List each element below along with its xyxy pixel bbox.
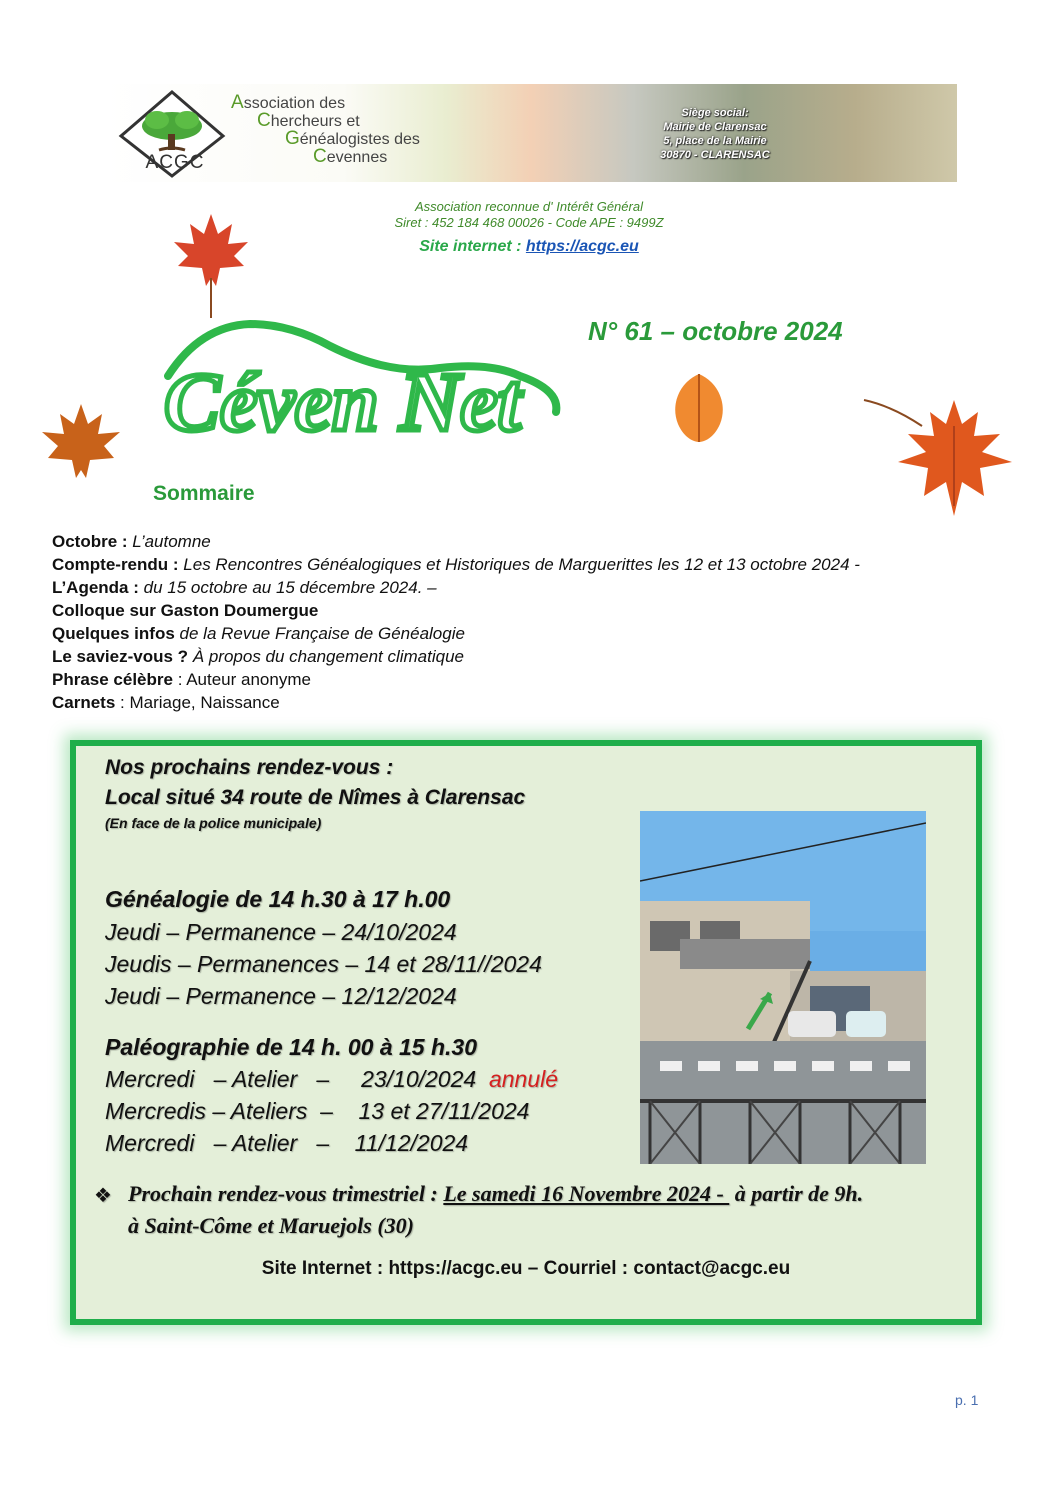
siret-text: Siret : 452 184 468 00026 - Code APE : 9499Z: [394, 215, 664, 230]
leaf-icon: [668, 368, 730, 444]
assoc-name-line-4: Cevennes: [313, 146, 388, 167]
issue-number: N° 61 – octobre 2024: [588, 316, 843, 346]
rdv-local: Local situé 34 route de Nîmes à Clarensac: [105, 786, 526, 809]
logo-word: Céven Net: [164, 356, 521, 442]
sommaire-list: [52, 530, 1012, 714]
association-info: [0, 199, 1058, 231]
contact-line: Site Internet : https://acgc.eu – Courriel : contact@acgc.eu: [261, 1258, 791, 1279]
maple-leaf-icon: [36, 400, 126, 486]
assoc-name-line-1: Association des: [231, 92, 346, 113]
genealogie-line: Jeudi – Permanence – 24/10/2024: [105, 919, 457, 945]
genealogie-line: Jeudi – Permanence – 12/12/2024: [105, 983, 457, 1009]
page-number: p. 1: [955, 1392, 979, 1408]
sommaire-item: Le saviez-vous ? À propos du changement climatique: [52, 647, 465, 666]
logo-text: ACGC: [145, 152, 205, 173]
header-banner: [105, 84, 957, 182]
assoc-name-line-3: Généalogistes des: [285, 128, 420, 149]
paleographie-line: Mercredi – Atelier – 23/10/2024 annulé: [105, 1066, 559, 1092]
diamond-bullet-icon: ❖: [94, 1185, 112, 1207]
site-internet-top: [0, 238, 1058, 256]
sommaire-item: Phrase célèbre : Auteur anonyme: [52, 670, 311, 689]
paleographie-line: Mercredis – Ateliers – 13 et 27/11/2024: [105, 1098, 530, 1124]
assoc-name-line-2: Chercheurs et: [257, 110, 360, 131]
genealogie-title: Généalogie de 14 h.30 à 17 h.00: [105, 886, 451, 912]
site-link[interactable]: https://acgc.eu: [525, 238, 639, 255]
paleographie-line: Mercredi – Atelier – 11/12/2024: [105, 1130, 469, 1156]
site-label: Site internet :: [419, 238, 526, 255]
paleographie-title: Paléographie de 14 h. 00 à 15 h.30: [105, 1034, 478, 1060]
ceven-net-logo: [160, 316, 564, 442]
sommaire-item: Quelques infos de la Revue Française de Généalogie: [52, 624, 465, 643]
sommaire-item: Colloque sur Gaston Doumergue: [52, 601, 319, 620]
local-photo: [640, 811, 926, 1164]
rdv-title: Nos prochains rendez-vous :: [105, 756, 394, 779]
sommaire-title: Sommaire: [153, 482, 255, 505]
annule-label: annulé: [488, 1066, 559, 1092]
sommaire-item: Compte-rendu : Les Rencontres Généalogiques et Historiques de Marguerittes les 12 et 13 octobre 2024 -: [52, 555, 860, 574]
sommaire-item: L’Agenda : du 15 octobre au 15 décembre 2024. –: [52, 578, 437, 597]
trimestriel-line: Prochain rendez-vous trimestriel : Le samedi 16 Novembre 2024 - à partir de 9h.: [128, 1181, 864, 1206]
trimestriel-date: Le samedi 16 Novembre 2024 -: [443, 1181, 730, 1206]
sommaire-item: Carnets : Mariage, Naissance: [52, 693, 280, 712]
maple-leaf-icon: [862, 396, 1020, 522]
maple-leaf-icon: [170, 210, 252, 320]
genealogie-line: Jeudis – Permanences – 14 et 28/11//2024: [105, 951, 542, 977]
reconnue-text: Association reconnue d' Intérêt Général: [415, 199, 643, 214]
sommaire-item: Octobre : L’automne: [52, 532, 211, 551]
siege-social: Siège social: Mairie de Clarensac 5, place de la Mairie 30870 - CLARENSAC: [660, 107, 770, 161]
trimestriel-place: à Saint-Côme et Maruejols (30): [128, 1213, 415, 1238]
rdv-local-note: (En face de la police municipale): [105, 815, 322, 831]
